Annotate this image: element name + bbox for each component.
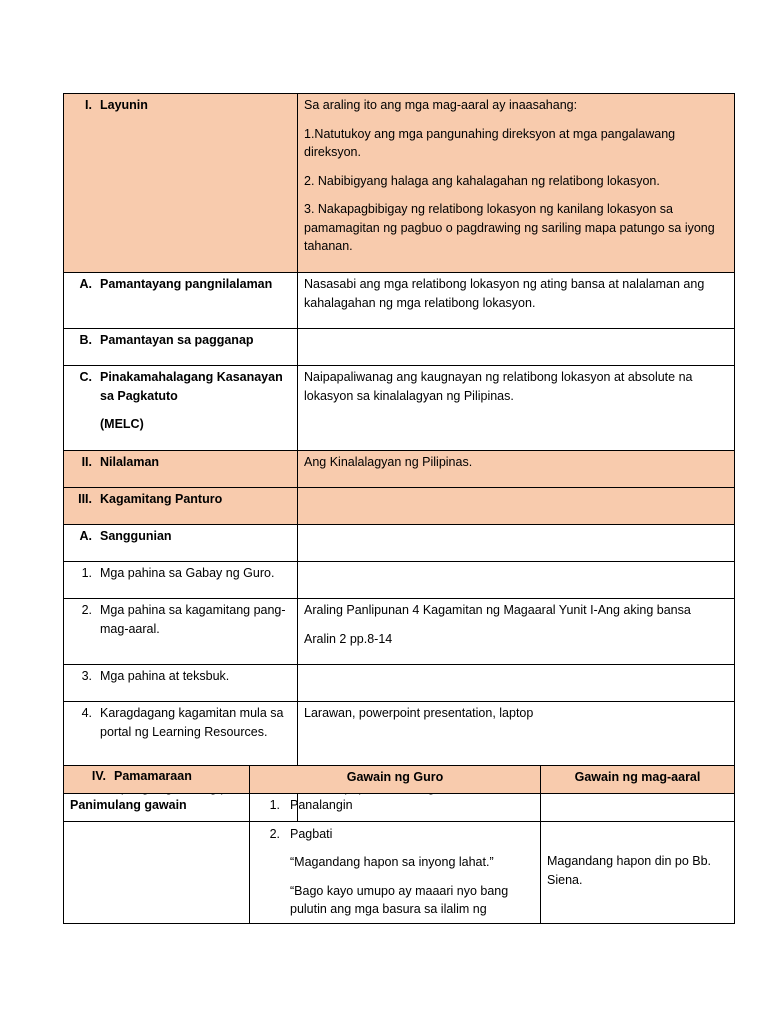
procedure-row-label: Panimulang gawain bbox=[64, 794, 250, 924]
procedure-row bbox=[64, 794, 735, 924]
lesson-plan-row bbox=[64, 665, 735, 702]
teacher-item bbox=[256, 825, 534, 844]
row-number: C. bbox=[79, 370, 92, 384]
row-content-cell bbox=[298, 273, 735, 329]
row-content-paragraph: 2. Nabibigyang halaga ang kahalagahan ng relatibong lokasyon. bbox=[304, 173, 660, 188]
row-number: I. bbox=[85, 98, 92, 112]
teacher-quote: “Bago kayo umupo ay maaari nyo bang pulutin ang mga basura sa ilalim ng bbox=[290, 883, 509, 916]
row-number: 3. bbox=[81, 669, 92, 683]
lesson-plan-row bbox=[64, 599, 735, 665]
lesson-plan-table bbox=[63, 93, 735, 822]
procedure-header-student: Gawain ng mag-aaral bbox=[541, 766, 735, 794]
procedure-header-teacher: Gawain ng Guro bbox=[250, 766, 541, 794]
row-label: Nilalaman bbox=[100, 455, 160, 469]
row-label-cell bbox=[64, 94, 298, 273]
procedure-header-row bbox=[64, 766, 735, 794]
row-label-cell bbox=[64, 525, 298, 562]
row-number: B. bbox=[79, 333, 92, 347]
row-label-cell bbox=[64, 599, 298, 665]
row-content-paragraph: Nasasabi ang mga relatibong lokasyon ng ating bansa at nalalaman ang kahalagahan ng mga relatibong lokasyon. bbox=[304, 277, 705, 310]
row-content-cell bbox=[298, 525, 735, 562]
row-label-cell bbox=[64, 366, 298, 451]
row-heading bbox=[70, 527, 291, 546]
row-content-cell bbox=[298, 366, 735, 451]
procedure-table bbox=[63, 765, 735, 924]
row-number: III. bbox=[78, 492, 92, 506]
row-heading bbox=[70, 96, 291, 115]
row-label: Sanggunian bbox=[100, 529, 172, 543]
lesson-plan-row bbox=[64, 525, 735, 562]
row-content-cell bbox=[298, 94, 735, 273]
lesson-plan-row bbox=[64, 273, 735, 329]
row-content-paragraph: 1.Natutukoy ang mga pangunahing direksyon at mga pangalawang direksyon. bbox=[304, 126, 676, 159]
row-label: Karagdagang kagamitan mula sa portal ng Learning Resources. bbox=[100, 706, 284, 739]
lesson-plan-row bbox=[64, 562, 735, 599]
row-content-paragraph: 3. Nakapagbibigay ng relatibong lokasyon ng kanilang lokasyon sa pamamagitan ng pagbuo o pagdrawing ng sariling mapa patungo sa iyong tahanan. bbox=[304, 202, 715, 253]
row-heading bbox=[70, 368, 291, 405]
row-label: Kagamitang Panturo bbox=[100, 492, 223, 506]
teacher-quote: “Magandang hapon sa inyong lahat.” bbox=[290, 855, 494, 869]
lesson-plan-row bbox=[64, 488, 735, 525]
teacher-item-text: Panalangin bbox=[290, 798, 353, 812]
procedure-header-label: Pamamaraan bbox=[114, 769, 192, 783]
procedure-teacher-cell bbox=[250, 794, 541, 924]
row-heading bbox=[70, 331, 291, 350]
procedure-student-cell bbox=[541, 794, 735, 924]
row-number: A. bbox=[79, 529, 92, 543]
row-label-cell bbox=[64, 273, 298, 329]
row-content-cell bbox=[298, 665, 735, 702]
row-number: 4. bbox=[81, 706, 92, 720]
row-label-cell bbox=[64, 329, 298, 366]
lesson-plan-row bbox=[64, 451, 735, 488]
teacher-item-num: 2. bbox=[269, 826, 280, 841]
lesson-plan-row bbox=[64, 94, 735, 273]
row-label: Mga pahina sa Gabay ng Guro. bbox=[100, 566, 275, 580]
row-heading bbox=[70, 667, 291, 686]
row-label-cell bbox=[64, 451, 298, 488]
row-heading bbox=[70, 601, 291, 638]
row-content-paragraph: Naipapaliwanag ang kaugnayan ng relatibong lokasyon at absolute na lokasyon sa kinalalagyan ng Pilipinas. bbox=[304, 370, 693, 403]
student-reply: Magandang hapon din po Bb. Siena. bbox=[547, 854, 712, 887]
row-content-cell bbox=[298, 329, 735, 366]
row-sublabel: (MELC) bbox=[100, 417, 144, 431]
row-label: Mga pahina sa kagamitang pang-mag-aaral. bbox=[100, 603, 286, 636]
row-content-cell bbox=[298, 599, 735, 665]
procedure-header-num: IV. bbox=[91, 769, 106, 783]
teacher-item-num: 1. bbox=[269, 798, 280, 812]
row-number: II. bbox=[81, 455, 92, 469]
row-number: A. bbox=[79, 277, 92, 291]
row-content-paragraph: Larawan, powerpoint presentation, laptop bbox=[304, 706, 534, 720]
row-number: 1. bbox=[81, 566, 92, 580]
row-content-paragraph: Sa araling ito ang mga mag-aaral ay inaasahang: bbox=[304, 98, 578, 112]
row-heading bbox=[70, 453, 291, 472]
row-label-cell bbox=[64, 562, 298, 599]
row-heading bbox=[70, 490, 291, 509]
row-label-cell bbox=[64, 488, 298, 525]
row-number: 2. bbox=[81, 603, 92, 617]
row-label-cell bbox=[64, 665, 298, 702]
row-label: Layunin bbox=[100, 98, 148, 112]
lesson-plan-row bbox=[64, 329, 735, 366]
teacher-item-text: Pagbati bbox=[290, 826, 333, 841]
row-content-paragraph: Araling Panlipunan 4 Kagamitan ng Magaaral Yunit I-Ang aking bansa bbox=[304, 603, 691, 617]
row-label: Pinakamahalagang Kasanayan sa Pagkatuto bbox=[100, 370, 283, 403]
row-heading bbox=[70, 275, 291, 294]
procedure-header-section bbox=[64, 766, 250, 794]
row-label: Pamantayang pangnilalaman bbox=[100, 277, 273, 291]
row-heading bbox=[70, 564, 291, 583]
row-content-paragraph: Ang Kinalalagyan ng Pilipinas. bbox=[304, 455, 473, 469]
lesson-plan-row bbox=[64, 366, 735, 451]
row-label: Pamantayan sa pagganap bbox=[100, 333, 254, 347]
teacher-item bbox=[256, 796, 534, 815]
row-heading bbox=[70, 704, 291, 741]
row-content-paragraph: Aralin 2 pp.8-14 bbox=[304, 631, 393, 646]
row-label: Mga pahina at teksbuk. bbox=[100, 669, 230, 683]
row-content-cell bbox=[298, 562, 735, 599]
row-content-cell bbox=[298, 451, 735, 488]
row-content-cell bbox=[298, 488, 735, 525]
